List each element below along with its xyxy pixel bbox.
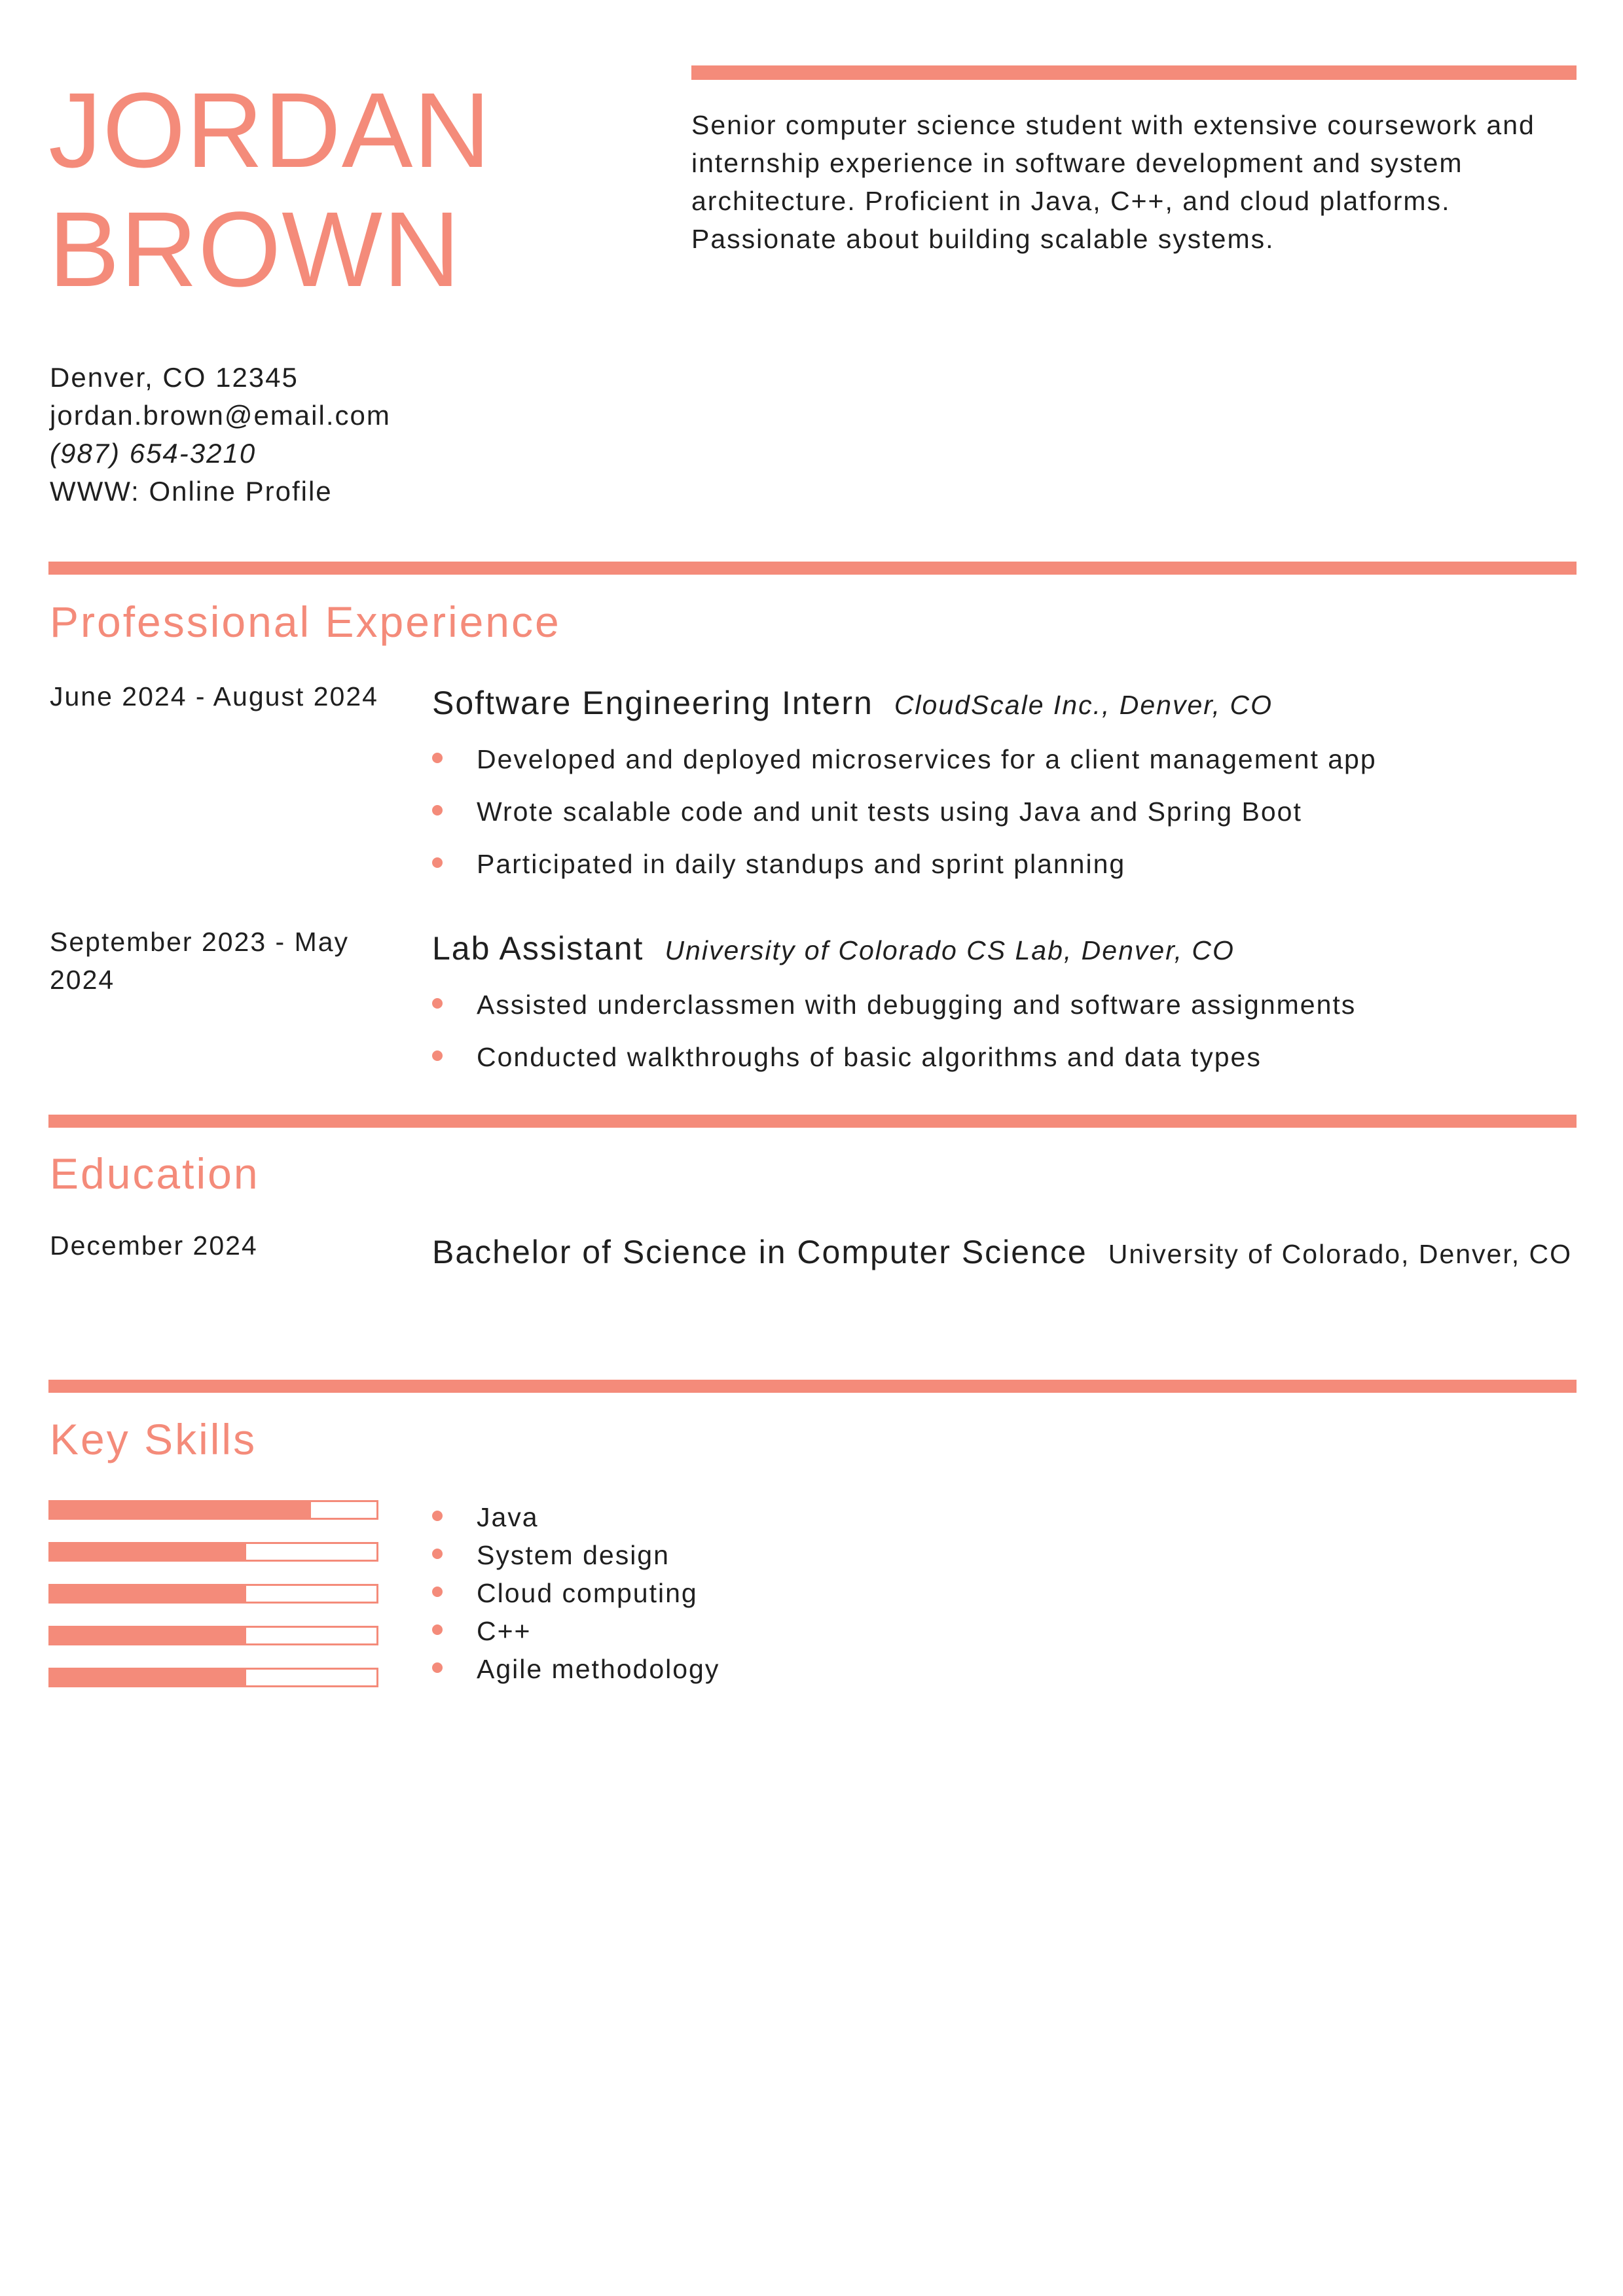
school: University of Colorado, Denver, CO bbox=[1108, 1239, 1573, 1269]
list-item: C++ bbox=[432, 1612, 1578, 1650]
section-divider bbox=[48, 562, 1577, 575]
skills-list bbox=[432, 1498, 1578, 1688]
skill-level-bar bbox=[48, 1500, 378, 1520]
job-title: Software Engineering Intern bbox=[432, 685, 873, 721]
contact-website[interactable]: WWW: Online Profile bbox=[50, 476, 333, 507]
bullet-icon bbox=[432, 1549, 443, 1559]
list-item: Agile methodology bbox=[432, 1650, 1578, 1688]
list-item: Cloud computing bbox=[432, 1574, 1578, 1612]
employer: University of Colorado CS Lab, Denver, CO bbox=[665, 935, 1235, 965]
list-item: Conducted walkthroughs of basic algorithms and data types bbox=[432, 1031, 1578, 1083]
professional-summary: Senior computer science student with extensive coursework and internship experience in software development and system architecture. Proficient in Java, C++, and cloud platforms. Passionate about building scalable systems. bbox=[691, 110, 1535, 254]
bullet-icon bbox=[432, 857, 443, 868]
bullet-icon bbox=[432, 1662, 443, 1673]
bullet-icon bbox=[432, 1624, 443, 1635]
contact-email[interactable]: jordan.brown@email.com bbox=[50, 400, 391, 431]
contact-address: Denver, CO 12345 bbox=[50, 362, 299, 393]
skill-level-bars bbox=[48, 1500, 377, 1710]
list-item: System design bbox=[432, 1536, 1578, 1574]
bullet-icon bbox=[432, 1587, 443, 1597]
experience-bullets bbox=[432, 978, 1578, 1083]
skills-section-title: Key Skills bbox=[50, 1415, 257, 1463]
education-section-title: Education bbox=[50, 1149, 260, 1198]
skill-level-fill bbox=[50, 1670, 246, 1685]
candidate-name bbox=[48, 71, 638, 309]
section-divider bbox=[48, 1115, 1577, 1128]
bullet-icon bbox=[432, 805, 443, 816]
section-divider bbox=[48, 1380, 1577, 1393]
experience-bullets bbox=[432, 733, 1578, 890]
education-entry bbox=[432, 1228, 1578, 1278]
contact-info bbox=[50, 359, 391, 511]
bullet-icon bbox=[432, 1050, 443, 1061]
skill-level-bar bbox=[48, 1542, 378, 1562]
employer: CloudScale Inc., Denver, CO bbox=[894, 690, 1273, 720]
experience-entry-header bbox=[432, 928, 1578, 971]
list-item: Developed and deployed microservices for a client management app bbox=[432, 733, 1578, 785]
experience-dates: September 2023 - May 2024 bbox=[50, 927, 350, 995]
skill-level-fill bbox=[50, 1586, 246, 1602]
skill-level-fill bbox=[50, 1544, 246, 1560]
experience-section-title: Professional Experience bbox=[50, 598, 561, 646]
skill-level-fill bbox=[50, 1502, 311, 1518]
job-title: Lab Assistant bbox=[432, 930, 644, 967]
list-item: Wrote scalable code and unit tests using Java and Spring Boot bbox=[432, 785, 1578, 838]
last-name: BROWN bbox=[48, 189, 461, 309]
skill-level-fill bbox=[50, 1628, 246, 1643]
experience-entry-header bbox=[432, 683, 1578, 725]
list-item: Java bbox=[432, 1498, 1578, 1536]
bullet-icon bbox=[432, 753, 443, 763]
bullet-icon bbox=[432, 1511, 443, 1521]
contact-phone[interactable]: (987) 654-3210 bbox=[50, 438, 257, 469]
first-name: JORDAN bbox=[48, 70, 492, 190]
degree: Bachelor of Science in Computer Science bbox=[432, 1234, 1087, 1270]
list-item: Participated in daily standups and sprint planning bbox=[432, 838, 1578, 890]
header-divider bbox=[691, 65, 1577, 80]
education-date: December 2024 bbox=[50, 1230, 258, 1261]
skill-level-bar bbox=[48, 1626, 378, 1645]
bullet-icon bbox=[432, 998, 443, 1009]
skill-level-bar bbox=[48, 1584, 378, 1604]
experience-dates: June 2024 - August 2024 bbox=[50, 681, 378, 711]
skill-level-bar bbox=[48, 1668, 378, 1687]
list-item: Assisted underclassmen with debugging and software assignments bbox=[432, 978, 1578, 1031]
